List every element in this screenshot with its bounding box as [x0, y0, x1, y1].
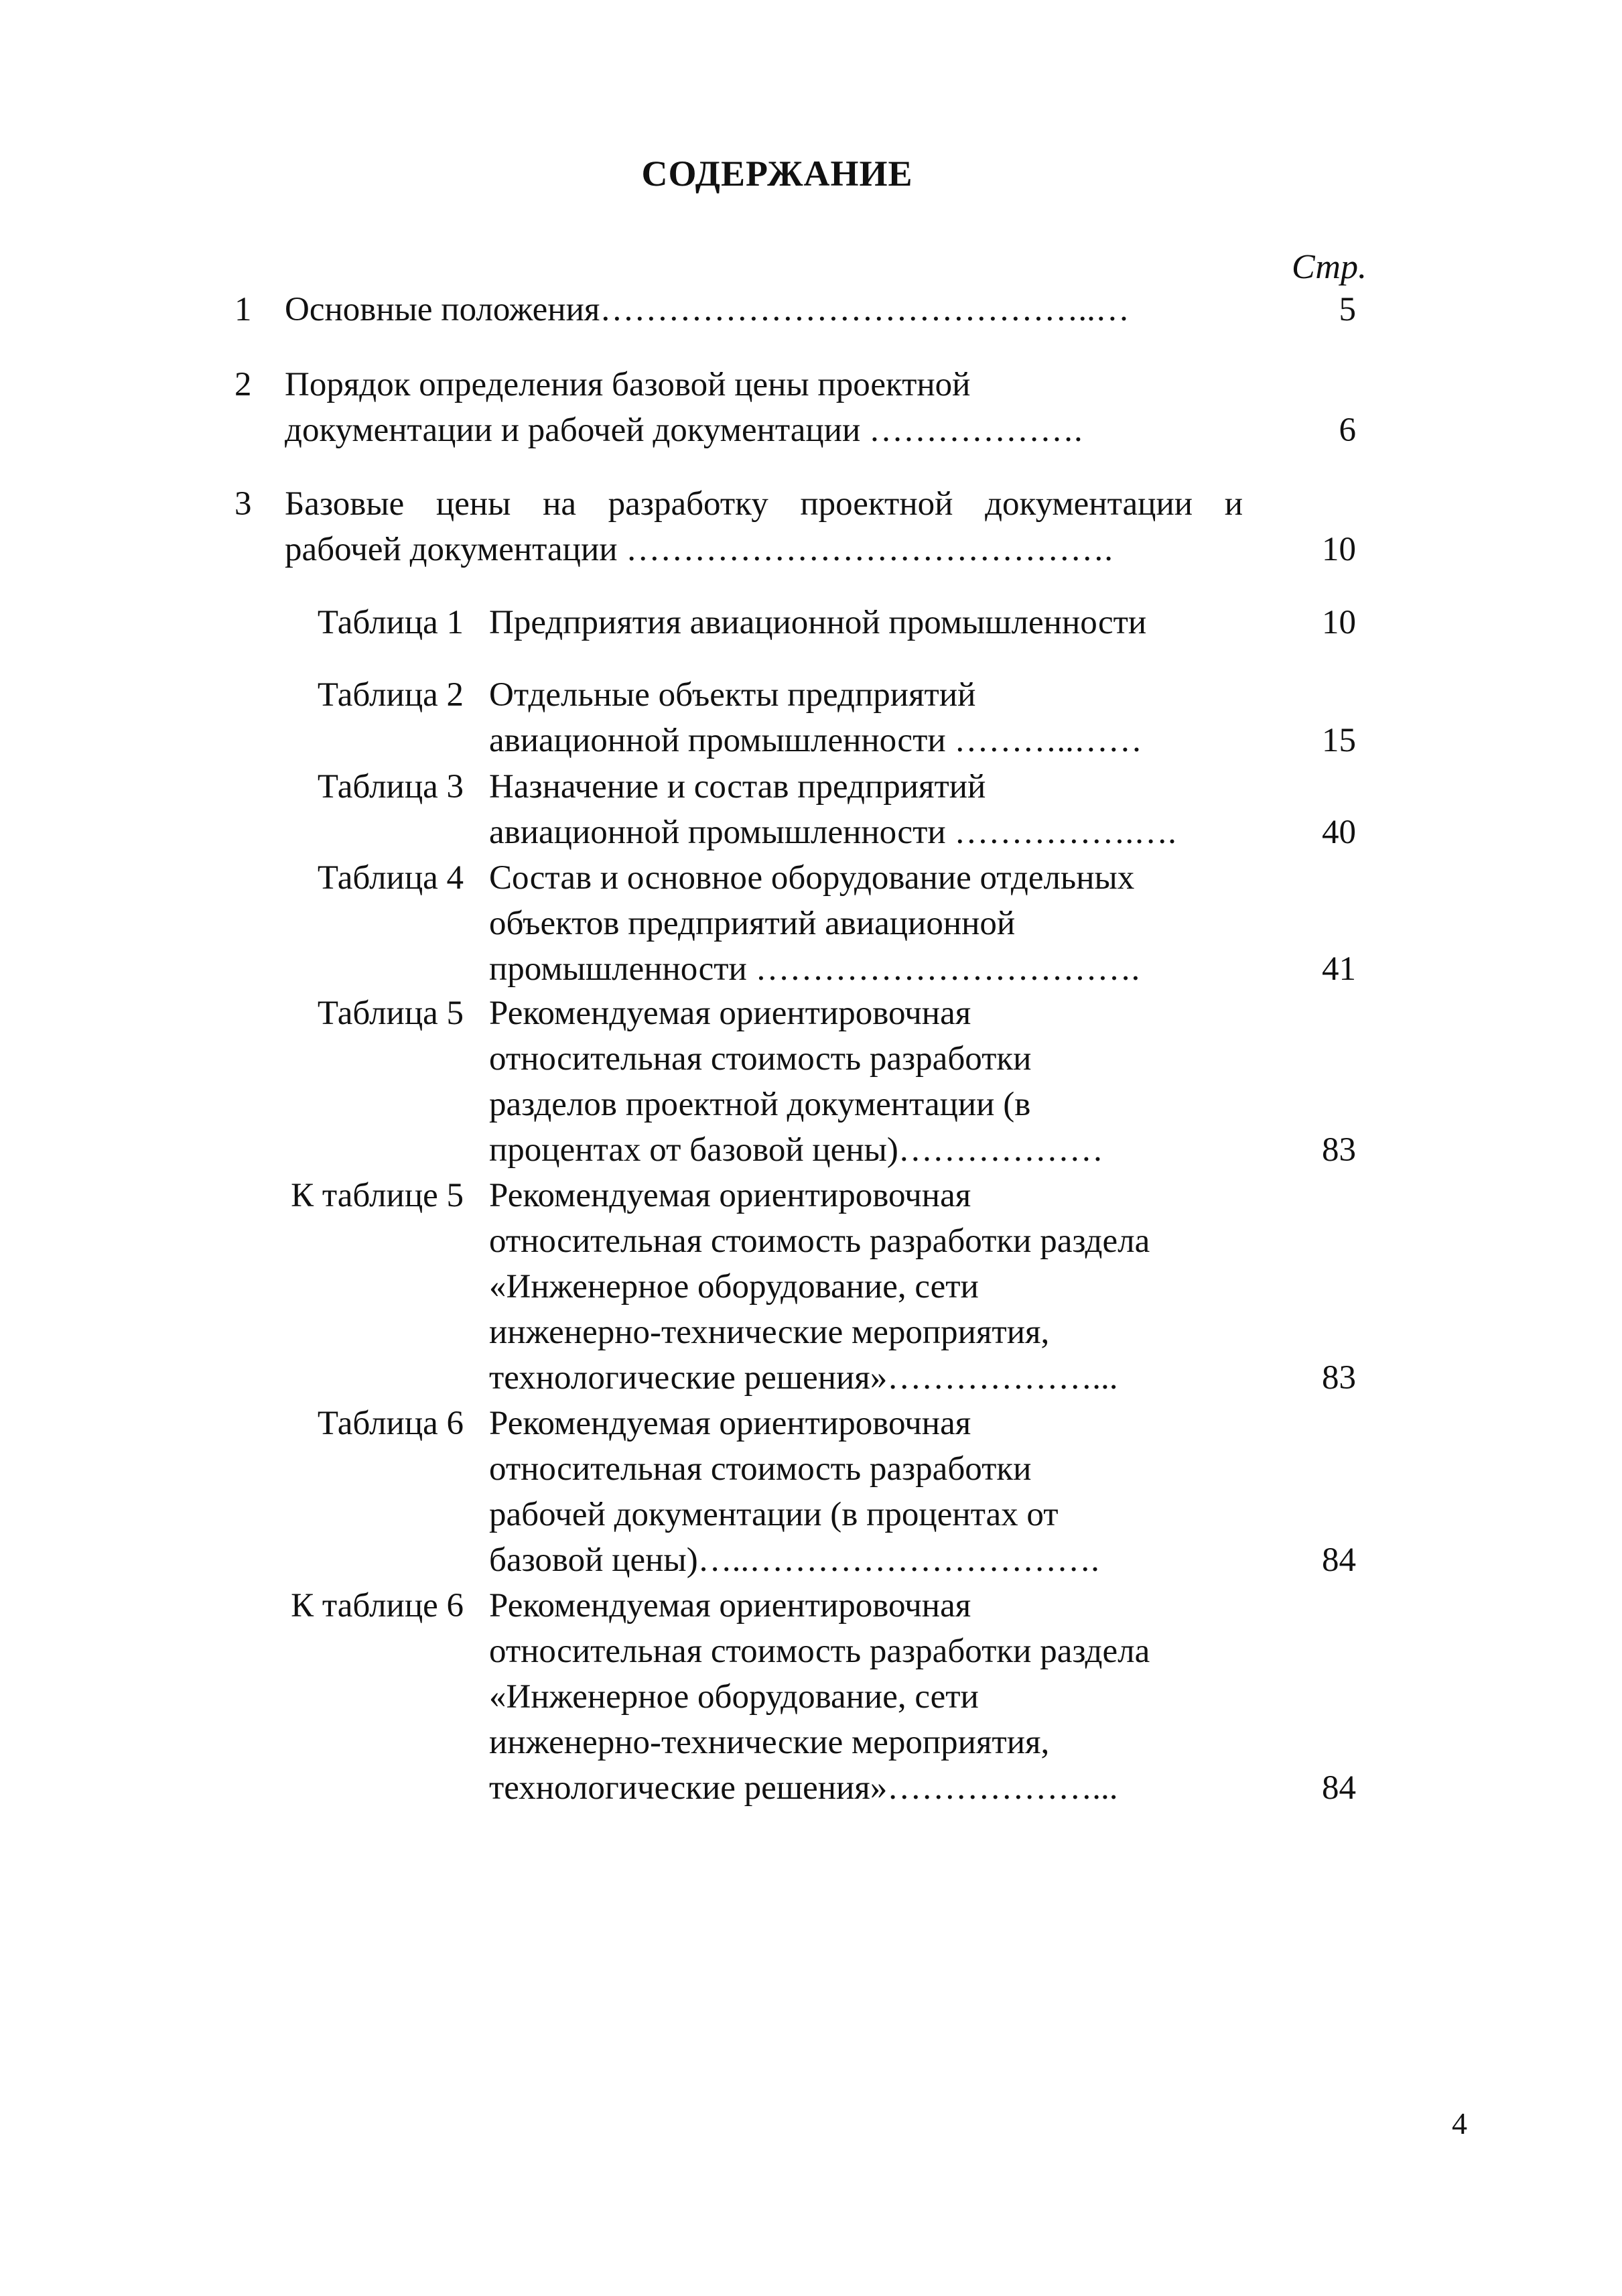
table-title-line: Рекомендуемая ориентировочная [489, 1587, 971, 1624]
page-column-header: Стр. [1292, 248, 1367, 286]
table-title-line: Рекомендуемая ориентировочная [489, 1405, 971, 1442]
table-page: 40 [1322, 814, 1356, 851]
table-title-line: технологические решения»………………... [489, 1359, 1118, 1397]
table-page: 84 [1322, 1769, 1356, 1807]
table-label: Таблица 5 [317, 995, 464, 1032]
table-label: Таблица 6 [317, 1405, 464, 1442]
table-title-line: «Инженерное оборудование, сети [489, 1678, 979, 1716]
table-title [489, 600, 1246, 645]
table-title-line: базовой цены)…..…………………………. [489, 1541, 1099, 1579]
table-title-line: объектов предприятий авиационной [489, 905, 1016, 942]
table-label: Таблица 1 [317, 604, 464, 641]
table-title-line: промышленности ……………………………. [489, 950, 1140, 988]
table-title-line: рабочей документации (в процентах от [489, 1496, 1059, 1533]
table-title-line: относительная стоимость разработки [489, 1040, 1032, 1078]
section-title-line: Порядок определения базовой цены проектной [285, 366, 971, 403]
table-page: 10 [1322, 604, 1356, 641]
table-title-line: относительная стоимость разработки раздела [489, 1222, 1150, 1260]
section-page: 5 [1339, 291, 1356, 328]
section-title-line: Базовые цены на разработку проектной документации и [285, 485, 1243, 523]
section-page: 10 [1322, 531, 1356, 568]
table-label: Таблица 4 [317, 859, 464, 897]
table-page: 83 [1322, 1131, 1356, 1169]
section-title-line: Основные положения……………………………………..… [285, 291, 1130, 328]
section-number: 2 [234, 366, 252, 403]
section-title-line: рабочей документации ……………………………………. [285, 531, 1113, 568]
table-title-line: Предприятия авиационной промышленности [489, 604, 1147, 641]
table-title [489, 1401, 1246, 1583]
section-page: 6 [1339, 411, 1356, 449]
table-title-line: процентах от базовой цены)……………… [489, 1131, 1103, 1169]
table-title [489, 1583, 1246, 1811]
table-title [489, 1173, 1246, 1401]
table-title-line: технологические решения»………………... [489, 1769, 1118, 1807]
table-title-line: инженерно-технические мероприятия, [489, 1314, 1050, 1351]
table-title-line: относительная стоимость разработки раздела [489, 1633, 1150, 1670]
table-title-line: Рекомендуемая ориентировочная [489, 1177, 971, 1214]
table-title-line: «Инженерное оборудование, сети [489, 1268, 979, 1305]
table-label: Таблица 3 [317, 768, 464, 806]
section-title [285, 481, 1243, 572]
table-title-line: Состав и основное оборудование отдельных [489, 859, 1135, 897]
table-label: К таблице 6 [291, 1587, 464, 1624]
table-title-line: инженерно-технические мероприятия, [489, 1724, 1050, 1761]
table-title-line: Отдельные объекты предприятий [489, 676, 976, 714]
table-title-line: авиационной промышленности ………..…… [489, 722, 1142, 759]
table-title-line: авиационной промышленности …………….…. [489, 814, 1176, 851]
table-title-line: разделов проектной документации (в [489, 1086, 1031, 1123]
section-number: 3 [234, 485, 252, 523]
section-title [285, 287, 1243, 332]
page-number: 4 [1452, 2106, 1467, 2141]
section-title [285, 362, 1243, 453]
table-page: 41 [1322, 950, 1356, 988]
table-label: К таблице 5 [291, 1177, 464, 1214]
section-title-line: документации и рабочей документации ………………. [285, 411, 1083, 449]
table-title-line: Назначение и состав предприятий [489, 768, 986, 806]
table-page: 83 [1322, 1359, 1356, 1397]
table-title [489, 764, 1246, 855]
table-page: 84 [1322, 1541, 1356, 1579]
table-title [489, 991, 1246, 1173]
table-page: 15 [1322, 722, 1356, 759]
table-label: Таблица 2 [317, 676, 464, 714]
section-number: 1 [234, 291, 252, 328]
page-title: СОДЕРЖАНИЕ [641, 153, 913, 194]
table-title-line: Рекомендуемая ориентировочная [489, 995, 971, 1032]
table-title-line: относительная стоимость разработки [489, 1450, 1032, 1488]
table-title [489, 855, 1246, 992]
table-title [489, 672, 1246, 763]
